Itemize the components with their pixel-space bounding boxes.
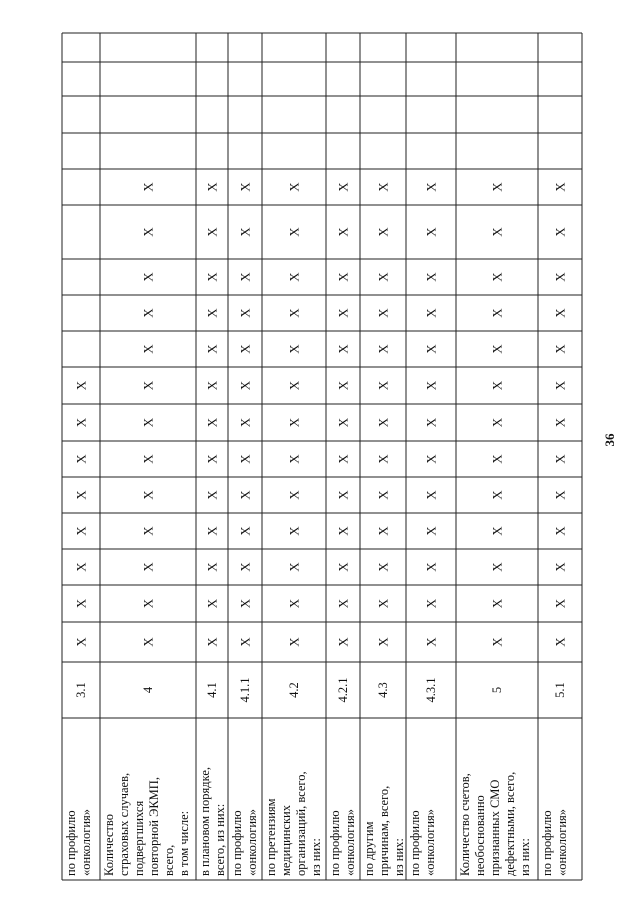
- x-mark: X: [375, 272, 391, 282]
- x-mark: X: [204, 380, 220, 391]
- x-mark: X: [489, 308, 505, 318]
- x-mark: X: [552, 380, 568, 391]
- row-code: 4.2.1: [336, 677, 350, 703]
- x-mark: X: [423, 380, 439, 391]
- row-label-line: «онкология»: [245, 808, 259, 876]
- row-label: [408, 809, 437, 876]
- x-mark: X: [552, 308, 568, 318]
- x-mark: X: [237, 182, 253, 192]
- x-mark: X: [375, 562, 391, 572]
- x-mark: X: [237, 526, 253, 536]
- row-label-line: по профилю: [328, 810, 342, 876]
- x-mark: X: [140, 227, 156, 237]
- x-mark: X: [423, 598, 439, 609]
- x-mark: X: [335, 562, 351, 572]
- x-mark: X: [140, 272, 156, 282]
- x-mark: X: [237, 598, 253, 609]
- x-mark: X: [140, 417, 156, 428]
- row-code: 3.1: [74, 682, 88, 698]
- x-mark: X: [375, 380, 391, 391]
- x-mark: X: [204, 562, 220, 572]
- row-label: [328, 809, 357, 876]
- x-mark: X: [286, 344, 302, 354]
- x-mark: X: [423, 227, 439, 237]
- x-mark: X: [489, 380, 505, 391]
- row-label-line: «онкология»: [555, 808, 569, 876]
- x-mark: X: [552, 182, 568, 192]
- x-mark: X: [286, 454, 302, 464]
- x-mark: X: [423, 454, 439, 464]
- row-code: 5: [490, 686, 504, 694]
- x-mark: X: [140, 182, 156, 192]
- row-label-line: из них:: [309, 838, 323, 876]
- x-mark: X: [237, 344, 253, 354]
- row-label-line: по другим: [362, 821, 376, 876]
- x-mark: X: [489, 598, 505, 609]
- row-label-line: признанных СМО: [488, 779, 502, 876]
- row-code: 4: [141, 686, 155, 694]
- row-label-line: дефектными, всего,: [503, 771, 517, 876]
- row-label-line: медицинских: [279, 805, 293, 876]
- x-mark: X: [140, 562, 156, 572]
- row-label-line: Количество: [102, 814, 116, 876]
- row-label: [230, 809, 259, 876]
- x-mark: X: [286, 272, 302, 282]
- x-mark: X: [489, 637, 505, 647]
- x-mark: X: [140, 308, 156, 318]
- x-mark: X: [286, 417, 302, 428]
- x-mark: X: [423, 562, 439, 572]
- row-code: 4.1: [205, 682, 219, 698]
- x-mark: X: [552, 526, 568, 536]
- x-mark: X: [73, 562, 89, 572]
- row-code: 5.1: [553, 682, 567, 698]
- x-mark: X: [204, 344, 220, 354]
- x-mark: X: [204, 454, 220, 464]
- x-mark: X: [489, 182, 505, 192]
- row-label-line: «онкология»: [79, 808, 93, 876]
- x-mark: X: [140, 380, 156, 391]
- x-mark: X: [204, 490, 220, 500]
- row-label-line: из них:: [518, 838, 532, 876]
- x-mark: X: [140, 598, 156, 609]
- x-mark: X: [335, 454, 351, 464]
- x-mark: X: [286, 526, 302, 536]
- x-mark: X: [489, 417, 505, 428]
- x-mark: X: [140, 344, 156, 354]
- x-mark: X: [237, 272, 253, 282]
- x-mark: X: [237, 227, 253, 237]
- row-label-line: страховых случаев,: [117, 772, 131, 876]
- x-mark: X: [552, 454, 568, 464]
- x-mark: X: [335, 637, 351, 647]
- page-number: 36: [602, 433, 617, 447]
- x-mark: X: [73, 380, 89, 391]
- x-mark: X: [286, 227, 302, 237]
- x-mark: X: [335, 380, 351, 391]
- x-mark: X: [489, 272, 505, 282]
- row-label-line: по претензиям: [264, 798, 278, 876]
- x-mark: X: [204, 526, 220, 536]
- x-mark: X: [489, 562, 505, 572]
- row-label-line: «онкология»: [423, 808, 437, 876]
- x-mark: X: [237, 490, 253, 500]
- x-mark: X: [286, 380, 302, 391]
- row-code: 4.1.1: [238, 677, 252, 703]
- x-mark: X: [73, 490, 89, 500]
- row-code: 4.3.1: [424, 677, 438, 703]
- x-mark: X: [335, 227, 351, 237]
- row-code: 4.3: [376, 682, 390, 698]
- x-mark: X: [237, 454, 253, 464]
- row-label-line: в плановом порядке,: [198, 766, 212, 876]
- x-mark: X: [73, 598, 89, 609]
- row-label-line: причинам, всего,: [377, 785, 391, 876]
- row-label-line: по профилю: [64, 810, 78, 876]
- x-mark: X: [375, 598, 391, 609]
- x-mark: X: [552, 562, 568, 572]
- row-label-line: повторной ЭКМП,: [147, 777, 161, 876]
- x-mark: X: [552, 637, 568, 647]
- x-mark: X: [204, 227, 220, 237]
- row-label-line: организаций, всего,: [294, 771, 308, 876]
- x-mark: X: [552, 417, 568, 428]
- x-mark: X: [335, 344, 351, 354]
- x-mark: X: [286, 308, 302, 318]
- x-mark: X: [73, 454, 89, 464]
- x-mark: X: [375, 417, 391, 428]
- row-label-line: в том числе:: [177, 810, 191, 876]
- x-mark: X: [375, 308, 391, 318]
- x-mark: X: [140, 637, 156, 647]
- row-label-line: всего,: [162, 844, 176, 876]
- x-mark: X: [552, 344, 568, 354]
- x-mark: X: [204, 308, 220, 318]
- row-label-line: всего, из них:: [213, 803, 227, 876]
- x-mark: X: [423, 490, 439, 500]
- x-mark: X: [140, 490, 156, 500]
- x-mark: X: [375, 637, 391, 647]
- row-label-line: необоснованно: [473, 795, 487, 876]
- x-mark: X: [375, 227, 391, 237]
- x-mark: X: [489, 227, 505, 237]
- x-mark: X: [552, 227, 568, 237]
- row-label: [198, 767, 227, 876]
- row-label-line: по профилю: [230, 810, 244, 876]
- row-label-line: подвергшихся: [132, 800, 146, 876]
- x-mark: X: [237, 417, 253, 428]
- x-mark: X: [286, 182, 302, 192]
- x-mark: X: [423, 417, 439, 428]
- row-label-line: по профилю: [540, 810, 554, 876]
- x-mark: X: [423, 308, 439, 318]
- x-mark: X: [204, 272, 220, 282]
- x-mark: X: [73, 637, 89, 647]
- x-mark: X: [204, 637, 220, 647]
- x-mark: X: [489, 526, 505, 536]
- x-mark: X: [552, 272, 568, 282]
- x-mark: X: [140, 454, 156, 464]
- row-label: [362, 786, 406, 876]
- x-mark: X: [73, 526, 89, 536]
- x-mark: X: [423, 344, 439, 354]
- x-mark: X: [552, 490, 568, 500]
- x-mark: X: [204, 598, 220, 609]
- x-mark: X: [286, 598, 302, 609]
- row-label-line: из них:: [392, 838, 406, 876]
- row-label: [458, 772, 532, 876]
- x-mark: X: [335, 490, 351, 500]
- x-mark: X: [423, 182, 439, 192]
- row-label-line: по профилю: [408, 810, 422, 876]
- x-mark: X: [552, 598, 568, 609]
- x-mark: X: [140, 526, 156, 536]
- x-mark: X: [489, 454, 505, 464]
- x-mark: X: [204, 417, 220, 428]
- x-mark: X: [286, 562, 302, 572]
- x-mark: X: [375, 526, 391, 536]
- x-mark: X: [335, 272, 351, 282]
- x-mark: X: [335, 182, 351, 192]
- row-label: [540, 809, 569, 876]
- x-mark: X: [237, 637, 253, 647]
- x-mark: X: [335, 417, 351, 428]
- x-mark: X: [375, 454, 391, 464]
- row-label: [264, 771, 323, 876]
- x-mark: X: [423, 272, 439, 282]
- x-mark: X: [375, 490, 391, 500]
- x-mark: X: [423, 637, 439, 647]
- x-mark: X: [489, 490, 505, 500]
- x-mark: X: [335, 598, 351, 609]
- x-mark: X: [489, 344, 505, 354]
- row-label: [102, 773, 191, 876]
- x-mark: X: [237, 562, 253, 572]
- x-mark: X: [375, 182, 391, 192]
- x-mark: X: [423, 526, 439, 536]
- x-mark: X: [286, 637, 302, 647]
- row-label-line: Количество счетов,: [458, 773, 472, 876]
- x-mark: X: [335, 308, 351, 318]
- x-mark: X: [73, 417, 89, 428]
- x-mark: X: [237, 308, 253, 318]
- x-mark: X: [204, 182, 220, 192]
- x-mark: X: [286, 490, 302, 500]
- x-mark: X: [237, 380, 253, 391]
- row-label-line: «онкология»: [343, 808, 357, 876]
- row-code: 4.2: [287, 682, 301, 698]
- x-mark: X: [375, 344, 391, 354]
- row-label: [64, 809, 93, 876]
- x-mark: X: [335, 526, 351, 536]
